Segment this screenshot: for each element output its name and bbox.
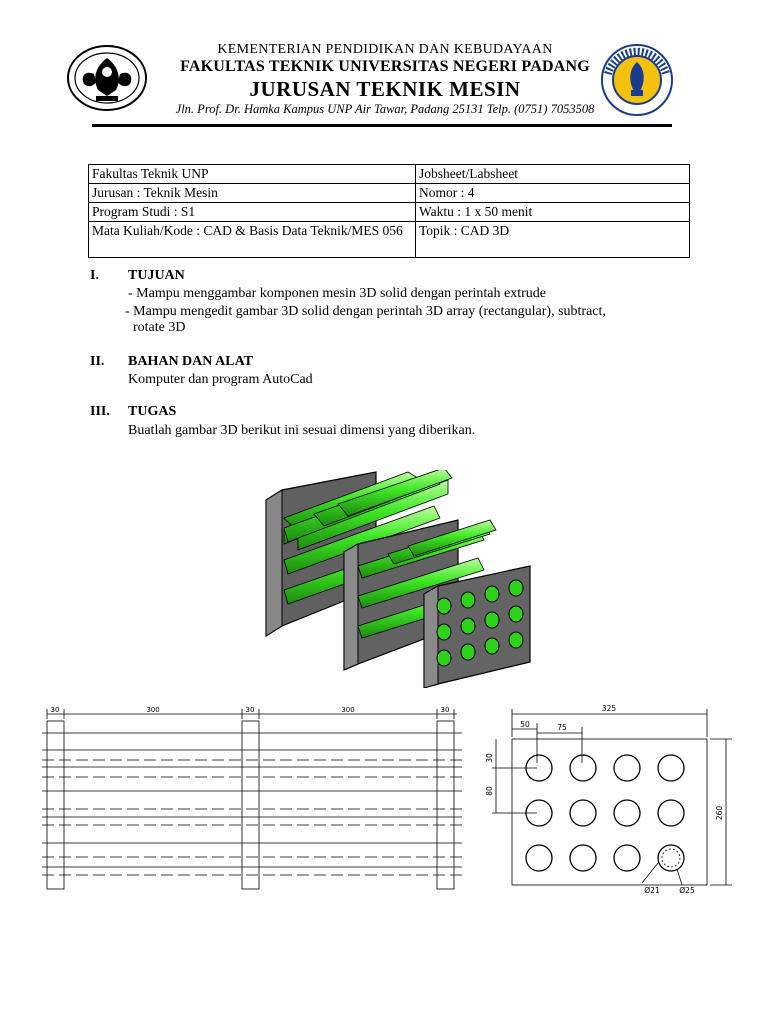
side-view-drawing: [42, 705, 462, 890]
dimension-label: 300: [146, 706, 160, 714]
section-text: Komputer dan program AutoCad: [128, 372, 313, 387]
dimension-label: 80: [485, 786, 494, 796]
table-cell: Mata Kuliah/Kode : CAD & Basis Data Teknik/MES 056: [89, 222, 416, 258]
list-item: - Mampu mengedit gambar 3D solid dengan perintah 3D array (rectangular), subtract,: [125, 304, 606, 319]
section-title: BAHAN DAN ALAT: [128, 354, 253, 369]
section-title: TUJUAN: [128, 268, 185, 283]
header-rule: [92, 124, 672, 127]
faculty-name: FAKULTAS TEKNIK UNIVERSITAS NEGERI PADANG: [180, 58, 590, 75]
ministry-name: KEMENTERIAN PENDIDIKAN DAN KEBUDAYAAN: [217, 42, 553, 57]
address-line: Jln. Prof. Dr. Hamka Kampus UNP Air Tawar, Padang 25131 Telp. (0751) 7053508: [175, 102, 595, 116]
dimension-label: 30: [245, 706, 255, 714]
table-cell: Program Studi : S1: [89, 203, 416, 222]
section-number: I.: [90, 268, 99, 283]
tut-wuri-handayani-logo: [66, 44, 148, 112]
list-item: rotate 3D: [133, 320, 186, 335]
table-row: [89, 222, 690, 258]
table-cell: Topik : CAD 3D: [416, 222, 690, 258]
table-cell: Fakultas Teknik UNP: [89, 165, 416, 184]
dimension-label: 260: [715, 805, 724, 821]
front-view-drawing: [482, 703, 740, 898]
dimension-label: 30: [50, 706, 60, 714]
table-cell: Waktu : 1 x 50 menit: [416, 203, 690, 222]
dimension-label: 300: [341, 706, 355, 714]
table-row: [89, 165, 690, 184]
dimension-label: 30: [440, 706, 450, 714]
table-row: [89, 203, 690, 222]
table-row: [89, 184, 690, 203]
dimension-label: 30: [485, 753, 494, 763]
dimension-label: Ø25: [679, 886, 695, 895]
dimension-label: 75: [557, 723, 567, 732]
dimension-label: 50: [520, 720, 530, 729]
table-cell: Jurusan : Teknik Mesin: [89, 184, 416, 203]
3d-model-illustration: [258, 470, 538, 688]
table-cell: Jobsheet/Labsheet: [416, 165, 690, 184]
section-text: Buatlah gambar 3D berikut ini sesuai dimensi yang diberikan.: [128, 423, 476, 438]
section-number: II.: [90, 354, 105, 369]
dimension-label: 325: [601, 704, 617, 713]
department-title: JURUSAN TEKNIK MESIN: [249, 77, 521, 101]
section-title: TUGAS: [128, 404, 177, 419]
table-cell: Nomor : 4: [416, 184, 690, 203]
section-number: III.: [90, 404, 110, 419]
dimension-label: Ø21: [644, 886, 660, 895]
info-table: [88, 164, 690, 258]
list-item: - Mampu menggambar komponen mesin 3D solid dengan perintah extrude: [128, 286, 546, 301]
